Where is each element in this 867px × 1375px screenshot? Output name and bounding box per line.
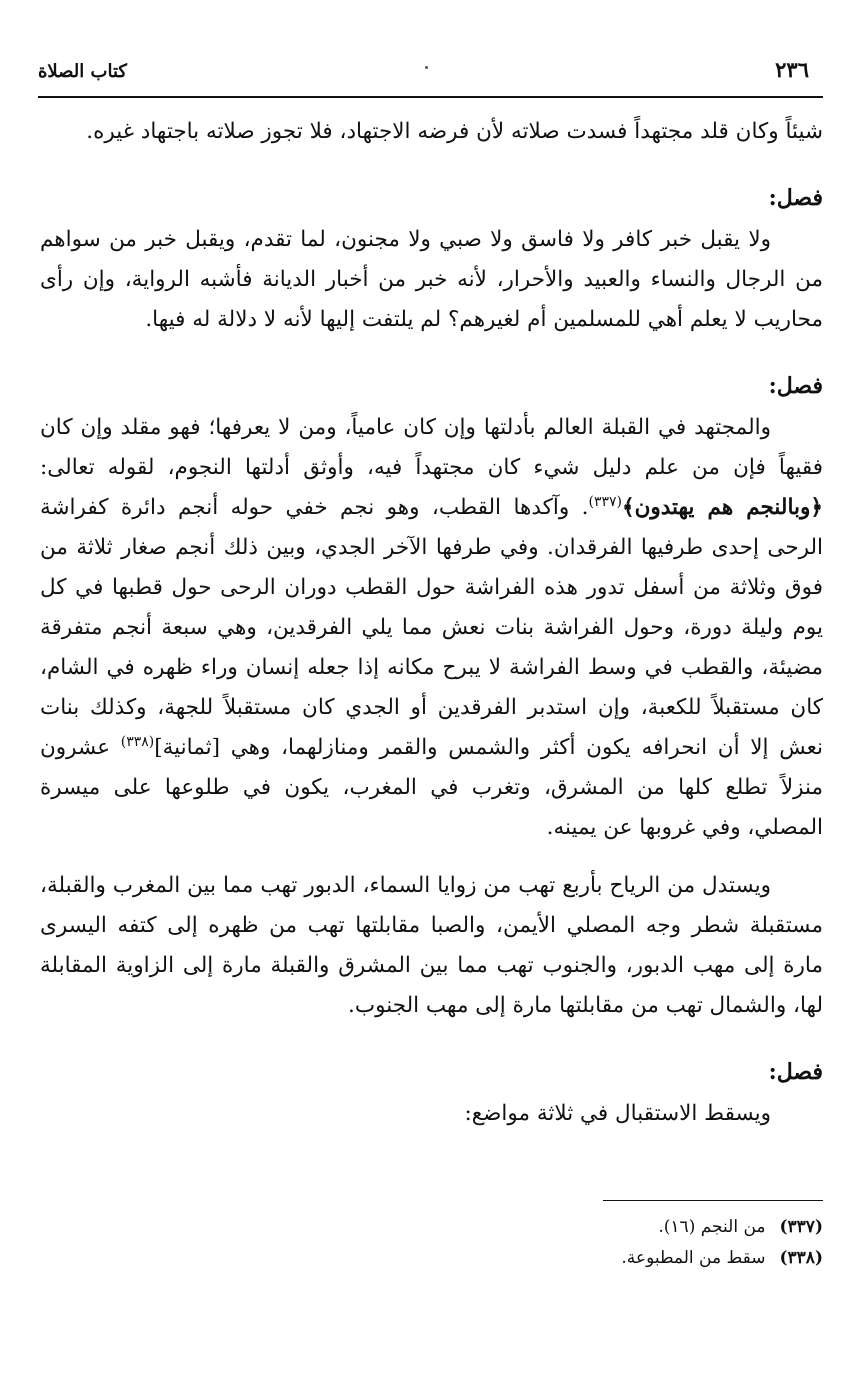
footnote-number: (٣٣٧) [779, 1217, 823, 1237]
section-heading-2: فصل: [768, 373, 823, 399]
footnote-ref-338[interactable]: (٣٣٨) [120, 733, 155, 750]
quran-quote: ﴿وبالنجم هم يهتدون﴾ [621, 495, 823, 520]
running-title: كتاب الصلاة [38, 61, 127, 82]
footnote-337 [40, 1212, 823, 1243]
header-rule [38, 96, 823, 98]
paragraph-3-part-a: والمجتهد في القبلة العالم بأدلتها وإن كان عامياً، ومن لا يعرفها؛ فهو مقلد وإن كان فقيهاً فإن من علم دليل شيء كان مجتهداً فيه، وأوثق أدلتها النجوم، لقوله تعالى: [40, 415, 823, 480]
page-number: ٢٣٦ [775, 57, 809, 82]
paragraph-3-part-c: عشرون منزلاً تطلع كلها من المشرق، وتغرب في المغرب، يكون في طلوعها على ميسرة المصلي، وفي غروبها عن يمينه. [40, 735, 823, 840]
paragraph-5: ويسقط الاستقبال في ثلاثة مواضع: [464, 1101, 771, 1126]
footnote-rule [603, 1200, 823, 1201]
footnote-text: من النجم (١٦). [658, 1217, 766, 1237]
paragraph-4: ويستدل من الرياح بأربع تهب من زوايا السماء، الدبور تهب مما بين المغرب والقبلة، مستقبلة شطر وجه المصلي الأيمن، والصبا مقابلتها تهب من ظهره إلى كتفه اليسرى مارة إلى مهب الدبور، والجنوب تهب مما بين المشرق والقبلة مارة إلى الزاوية المقابلة لها، والشمال تهب من مقابلتها مارة إلى مهب الجنوب. [40, 873, 823, 1018]
main-text [40, 112, 823, 1134]
page-header [38, 48, 809, 82]
footnote-ref-337[interactable]: (٣٣٧) [588, 493, 622, 510]
footnotes [40, 1212, 823, 1274]
footnote-338 [40, 1243, 823, 1274]
paragraph-2: ولا يقبل خبر كافر ولا فاسق ولا صبي ولا مجنون، لما تقدم، ويقبل خبر من سواهم من الرجال والنساء والعبيد والأحرار، لأنه خبر من أخبار الديانة فأشبه الرواية، وإن رأى محاريب لا يعلم أهي للمسلمين أم لغيرهم؟ لم يلتفت إليها لأنه لا دلالة له فيها. [40, 227, 823, 332]
footnote-text: سقط من المطبوعة. [621, 1248, 766, 1268]
section-heading-3: فصل: [768, 1059, 823, 1085]
paragraph-3 [40, 408, 823, 848]
paragraph-1: شيئاً وكان قلد مجتهداً فسدت صلاته لأن فرضه الاجتهاد، فلا تجوز صلاته باجتهاد غيره. [86, 119, 823, 144]
paragraph-3-part-b: . وآكدها القطب، وهو نجم خفي حوله أنجم دائرة كفراشة الرحى إحدى طرفيها الفرقدان. وفي طرفها الآخر الجدي، وبين ذلك أنجم صغار ثلاثة من فوق وثلاثة من أسفل تدور هذه الفراشة حول القطب دوران الرحى حول قطبها في كل يوم وليلة دورة، وحول الفراشة بنات نعش مما يلي الفرقدين، وهي سبعة أنجم متفرقة مضيئة، والقطب في وسط الفراشة لا يبرح مكانه إذا جعله إنسان وراء ظهره في الشام، كان مستقبلاً للكعبة، وإن استدبر الفرقدين أو الجدي كان مستقبلاً للجهة، وكذلك بنات نعش إلا أن انحرافه يكون أكثر والشمس والقمر ومنازلهما، وهي [ثمانية] [40, 495, 823, 760]
print-speck [425, 66, 428, 69]
section-heading-1: فصل: [768, 185, 823, 211]
footnote-number: (٣٣٨) [779, 1248, 823, 1268]
